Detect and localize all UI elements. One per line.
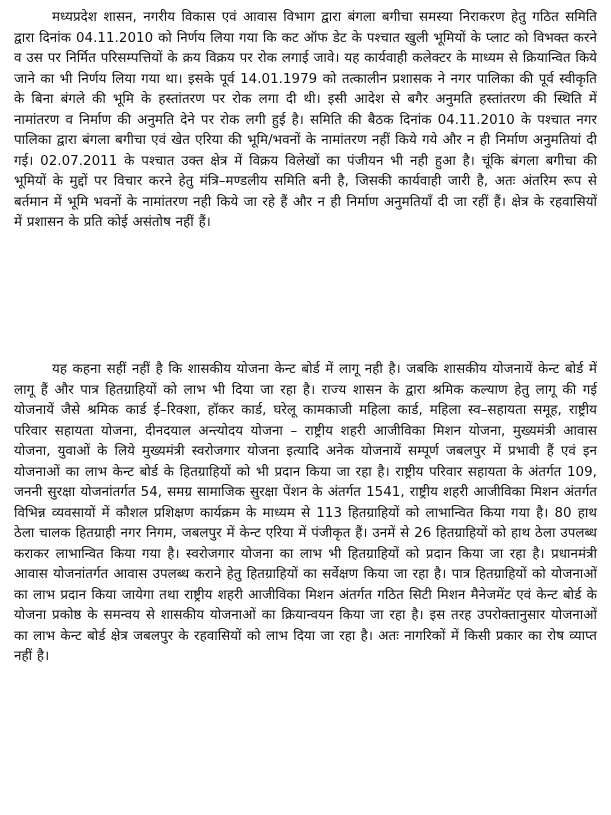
paragraph-government-schemes: यह कहना सहीं नहीं है कि शासकीय योजना केन्ट बोर्ड में लागू नही है। जबकि शासकीय योजनायें केन्ट बोर्ड में लागू हैं और पात्र हितग्राहियों को लाभ भी दिया जा रहा है। राज्य शासन के द्वारा श्रमिक कल्याण हेतु लागू की गई योजनायें जैसे श्रमिक कार्ड ई–रिक्शा, हॉकर कार्ड, घरेलू कामकाजी महिला कार्ड, महिला स्व–सहायता समूह, राष्ट्रीय परिवार सहायता योजना, दीनदयाल अन्त्योदय योजना – राष्ट्रीय शहरी आजीविका मिशन योजना, मुख्यमंत्री आवास योजना, युवाओं के लिये मुख्यमंत्री स्वरोजगार योजना इत्यादि अनेक योजनायें सम्पूर्ण जबलपुर में प्रभावी हैं एवं इन योजनाओं का लाभ केन्ट बोर्ड के हितग्राहियों को भी प्रदान किया जा रहा है। राष्ट्रीय परिवार सहायता के अंतर्गत 109, जननी सुरक्षा योजनांतर्गत 54, समग्र सामाजिक सुरक्षा पेंशन के अंतर्गत 1541, राष्ट्रीय शहरी आजीविका मिशन अंतर्गत विभिन्न व्यवसायों में कौशल प्रशिक्षण कार्यक्रम के माध्यम से 113 हितग्राहियों को लाभान्वित किया गया है। 80 हाथ ठेला चालक हितग्राही नगर निगम, जबलपुर में केन्ट एरिया में पंजीकृत हैं। उनमें से 26 हितग्राहियों को हाथ ठेला उपलब्ध कराकर लाभान्वित किया गया है। स्वरोजगार योजना का लाभ भी हितग्राहियों को प्रदान किया जा रहा है। प्रधानमंत्री आवास योजनांतर्गत आवास उपलब्ध कराने हेतु हितग्राहियों का सर्वेक्षण किया जा रहा है। पात्र हितग्राहियों को योजनाओं का लाभ प्रदान किया जायेगा तथा राष्ट्रीय शहरी आजीविका मिशन अंतर्गत गठित सिटी मिशन मैनेजमेंट एवं केन्ट बोर्ड के योजना प्रकोष्ठ के समन्वय से शासकीय योजनाओं का क्रियान्वयन किया जा रहा है। इस तरह उपरोक्तानुसार योजनाओं का लाभ केन्ट बोर्ड क्षेत्र जबलपुर के रहवासियों को लाभ दिया जा रहा है। अतः नागरिकों में किसी प्रकार का रोष व्याप्त नहीं है। [14,362,597,664]
paragraph-land-transfer: मध्यप्रदेश शासन, नगरीय विकास एवं आवास विभाग द्वारा बंगला बगीचा समस्या निराकरण हेतु गठित समिति द्वारा दिनांक 04.11.2010 को निर्णय लिया गया कि कट ऑफ डेट के पश्चात खुली भूमियों के प्लाट को विभक्त करने व उस पर निर्मित परिसम्पत्तियों के क्रय विक्रय पर रोक लगाई जावे। यह कार्यवाही कलेक्टर के माध्यम से क्रियान्वित किये जाने का भी निर्णय लिया गया था। इसके पूर्व 14.01.1979 को तत्कालीन प्रशासक ने नगर पालिका की पूर्व स्वीकृति के बिना बंगले की भूमि के हस्तांतरण पर रोक लगा दी थी। इसी आदेश से बगैर अनुमति हस्तांतरण की स्थिति में नामांतरण व निर्माण की अनुमति देने पर रोक लगी हुई है। समिति की बैठक दिनांक 04.11.2010 के पश्चात नगर पालिका द्वारा बंगला बगीचा एवं खेत एरिया की भूमि/भवनों के नामांतरण नहीं किये गये और न ही निर्माण अनुमतियां दी गई। 02.07.2011 के पश्चात उक्त क्षेत्र में विक्रय विलेखों का पंजीयन भी नही हुआ है। चूंकि बंगला बगीचा की भूमियों के मुद्दों पर विचार करने हेतु मंत्रि–मण्डलीय समिति बनी है, जिसकी कार्यवाही जारी है, अतः अंतरिम रूप से बर्तमान में भूमि भवनों के नामांतरण नही किये जा रहे हैं और न ही निर्माण अनुमतियाँ दी जा रहीं हैं। क्षेत्र के रहवासियों में प्रशासन के प्रति कोई असंतोष नहीं हैं। [14,10,597,230]
